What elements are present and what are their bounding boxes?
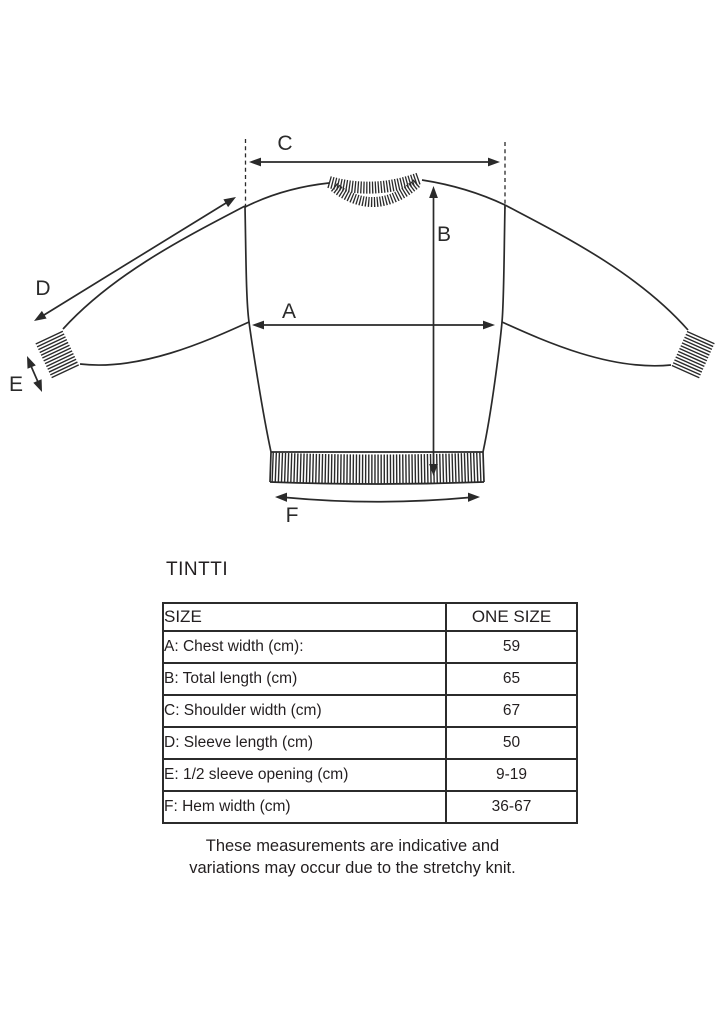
arrowhead-f-right [468,493,480,502]
left-sleeve-upper-edge [63,206,245,329]
label-d: D [35,277,51,300]
left-sleeve-lower-edge [80,322,249,365]
arrow-f-line [286,498,469,502]
table-row [163,631,577,663]
right-cuff-ribbing [685,337,701,373]
body-right-edge [483,205,505,452]
measurement-note [120,835,585,879]
table-row [163,663,577,695]
product-title: TINTTI [166,559,229,580]
size-table-header-row [163,603,577,631]
label-e: E [8,373,24,396]
note-line-2: variations may occur due to the stretchy knit. [189,859,516,877]
arrowhead-d-lower [34,311,47,321]
measurement-value-cell: 65 [446,663,577,695]
arrowhead-b-top [429,186,438,198]
sweater-outline [63,180,688,484]
measurement-label-cell: A: Chest width (cm): [163,631,446,663]
measurement-label-cell: D: Sleeve length (cm) [163,727,446,759]
size-table [162,602,578,824]
measurement-value-cell: 50 [446,727,577,759]
one-size-header-cell: ONE SIZE [446,603,577,631]
arrowhead-e-lower [33,379,42,392]
left-cuff-ribbing [49,337,66,373]
arrowhead-a-left [252,321,264,330]
arrow-e-line [31,366,38,382]
measurement-value-cell: 59 [446,631,577,663]
hem-ribbing [272,467,482,469]
note-line-1: These measurements are indicative and [205,837,500,855]
measurement-label-cell: F: Hem width (cm) [163,791,446,823]
measurement-value-cell: 36-67 [446,791,577,823]
size-header-cell: SIZE [163,603,446,631]
hem-bottom-edge [270,482,484,484]
measurement-value-cell: 67 [446,695,577,727]
label-c: C [277,132,293,155]
label-a: A [281,300,297,323]
label-b: B [436,223,452,246]
collar-ribbing-outer [329,178,420,188]
measurement-label-cell: B: Total length (cm) [163,663,446,695]
hem-left-edge [270,452,271,482]
arrowheads [27,158,500,502]
table-row [163,791,577,823]
arrowhead-d-upper [223,197,236,207]
table-row [163,727,577,759]
hem-right-edge [483,452,484,482]
arrow-d-line [44,203,226,315]
arrowhead-c-right [488,158,500,167]
label-f: F [285,504,299,527]
arrowhead-a-right [483,321,495,330]
measurement-label-cell: E: 1/2 sleeve opening (cm) [163,759,446,791]
ribbing [49,178,701,469]
measurement-label-cell: C: Shoulder width (cm) [163,695,446,727]
left-shoulder-line [245,183,329,207]
arrowhead-c-left [249,158,261,167]
right-sleeve-upper-edge [505,205,688,330]
arrowhead-f-left [275,493,287,502]
arrowhead-e-upper [27,356,36,369]
table-row [163,759,577,791]
body-left-edge [245,207,271,452]
right-sleeve-lower-edge [502,322,671,366]
table-row [163,695,577,727]
measurement-value-cell: 9-19 [446,759,577,791]
measurement-arrows [27,158,500,502]
